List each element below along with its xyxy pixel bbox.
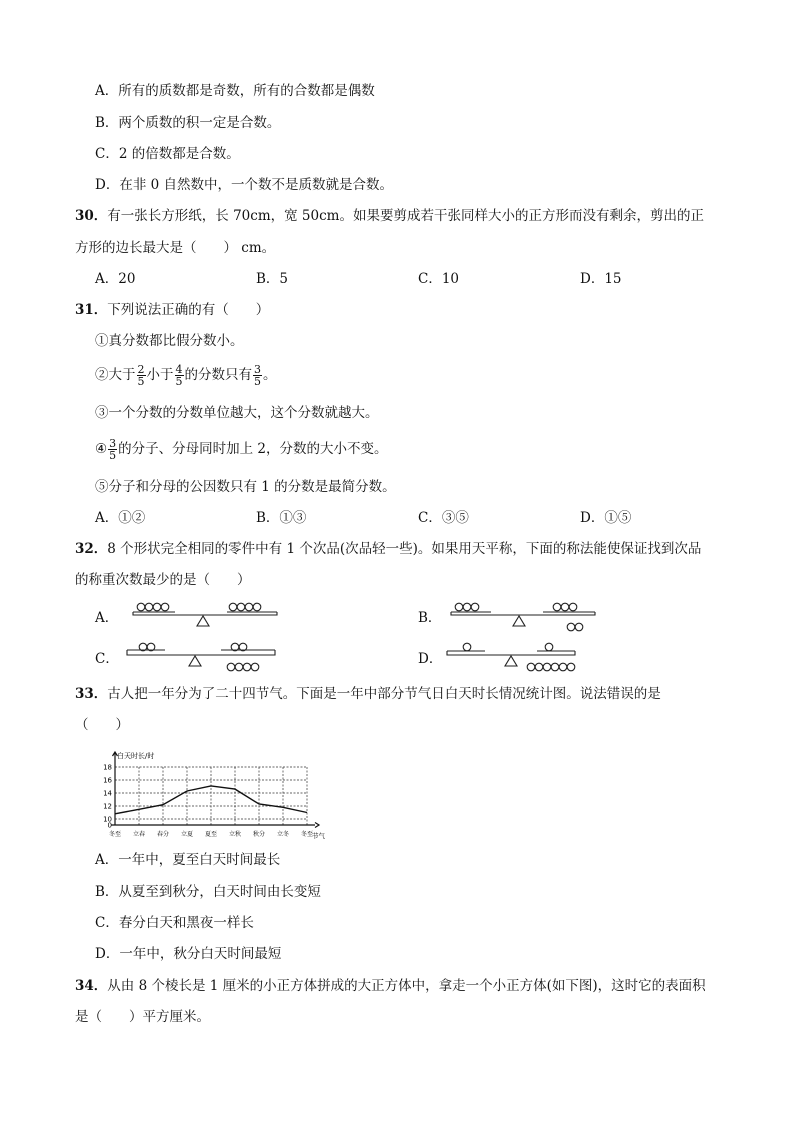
y-tick-label: 0: [107, 821, 112, 830]
s2-pre: ②大于: [95, 367, 136, 383]
q30-number: 30．: [75, 208, 108, 224]
x-tick-label: 秋分: [252, 831, 266, 838]
q31-statement-4: [95, 434, 388, 464]
q32-label-a: A．: [95, 610, 119, 626]
x-tick-label: 立秋: [228, 831, 242, 838]
q29-option-a: A．所有的质数都是奇数，所有的合数都是偶数: [95, 83, 375, 99]
x-tick-label: 夏至: [204, 831, 218, 838]
x-tick-label: 立春: [132, 831, 146, 838]
q32-number: 32．: [75, 541, 108, 557]
q31-text: 下列说法正确的有（ ）: [107, 302, 270, 318]
q34-number: 34．: [75, 978, 108, 994]
x-tick-label: 立冬: [276, 831, 290, 838]
s2-mid2: 的分数只有: [184, 367, 252, 383]
denominator: 5: [254, 375, 261, 388]
daylight-line-chart: [97, 747, 327, 847]
s2-mid: 小于: [146, 367, 174, 383]
balance-a-figure: [125, 600, 285, 634]
denominator: 5: [175, 375, 183, 388]
q31-statement-5: ⑤分子和分母的公因数只有 1 的分数是最简分数。: [95, 479, 396, 495]
x-tick-label: 冬至: [108, 831, 122, 838]
q32-stem-line1: [75, 540, 701, 558]
q30-text: 有一张长方形纸，长 70cm，宽 50cm。如果要剪成若干张同样大小的正方形而没有剩余，剪出的正: [107, 208, 704, 224]
q30-option-b: B．5: [256, 271, 289, 287]
x-tick-label: 立夏: [180, 831, 194, 838]
q31-stem: [75, 301, 269, 319]
x-axis-arrow: [315, 823, 319, 828]
s4-pre: ④: [95, 441, 108, 457]
q33-option-c: C．春分白天和黑夜一样长: [95, 915, 254, 931]
y-tick-label: 16: [103, 776, 112, 785]
fraction-3-5: [253, 364, 262, 387]
q32-text: 8 个形状完全相同的零件中有 1 个次品(次品轻一些)。如果用天平称，下面的称法能使保证找到次品: [107, 541, 702, 557]
balance-c-figure: [125, 638, 285, 676]
q34-stem-line1: [75, 977, 706, 995]
balance-b-figure: [445, 600, 605, 638]
q31-statement-3: ③一个分数的分数单位越大，这个分数就越大。: [95, 405, 379, 421]
y-tick-label: 12: [103, 802, 112, 811]
q31-number: 31．: [75, 302, 108, 318]
q29-option-d: D．在非 0 自然数中，一个数不是质数就是合数。: [95, 177, 393, 193]
numerator: 3: [254, 363, 261, 376]
q32-label-c: C．: [95, 651, 119, 667]
q34-stem-line2: 是（ ）平方厘米。: [75, 1009, 210, 1025]
q30-option-d: D．15: [580, 271, 622, 287]
y-tick-label: 18: [103, 763, 112, 772]
denominator: 5: [137, 375, 145, 388]
chart-x-axis-label: 节气: [312, 832, 325, 840]
x-tick-label: 春分: [156, 831, 170, 838]
fraction-4-5: [175, 364, 184, 387]
q33-text: 古人把一年分为了二十四节气。下面是一年中部分节气日白天时长情况统计图。说法错误的是: [107, 686, 661, 702]
x-tick-label: 冬至: [300, 831, 314, 838]
q29-option-b: B．两个质数的积一定是合数。: [95, 115, 281, 131]
numerator: 3: [109, 437, 117, 450]
y-tick-label: 14: [103, 789, 112, 798]
q31-statement-2: [95, 360, 277, 390]
q30-stem-line2: 方形的边长最大是（ ） cm。: [75, 240, 276, 256]
q33-option-b: B．从夏至到秋分，白天时间由长变短: [95, 884, 321, 900]
q33-stem-line1: [75, 685, 661, 703]
y-tick-label: 10: [103, 815, 112, 824]
fraction-2-5: [137, 364, 146, 387]
q30-stem-line1: [75, 207, 704, 225]
balance-d-figure: [445, 638, 605, 676]
s2-post: 。: [263, 367, 277, 383]
q32-label-d: D．: [418, 651, 443, 667]
numerator: 2: [137, 363, 145, 376]
s4-post: 的分子、分母同时加上 2，分数的大小不变。: [118, 441, 388, 457]
q33-number: 33．: [75, 686, 108, 702]
q31-option-d: D．①⑤: [580, 510, 632, 526]
q31-option-a: A．①②: [95, 510, 146, 526]
fraction-3-5: [108, 438, 117, 461]
q31-option-b: B．①③: [256, 510, 307, 526]
q33-stem-line2: （ ）: [75, 717, 129, 733]
q32-label-b: B．: [418, 610, 442, 626]
q30-option-a: A．20: [95, 271, 136, 287]
q29-option-c: C．2 的倍数都是合数。: [95, 146, 240, 162]
chart-y-axis-label: 白天时长/时: [117, 752, 155, 760]
numerator: 4: [175, 363, 183, 376]
q33-option-a: A．一年中，夏至白天时间最长: [95, 852, 281, 868]
denominator: 5: [109, 449, 117, 462]
q30-option-c: C．10: [418, 271, 460, 287]
q34-text: 从由 8 个棱长是 1 厘米的小正方体拼成的大正方体中，拿走一个小正方体(如下图)，这时它的表面积: [107, 978, 706, 994]
q31-statement-1: ①真分数都比假分数小。: [95, 333, 244, 349]
q32-stem-line2: 的称重次数最少的是（ ）: [75, 572, 251, 588]
q33-option-d: D．一年中，秋分白天时间最短: [95, 946, 282, 962]
q31-option-c: C．③⑤: [418, 510, 469, 526]
